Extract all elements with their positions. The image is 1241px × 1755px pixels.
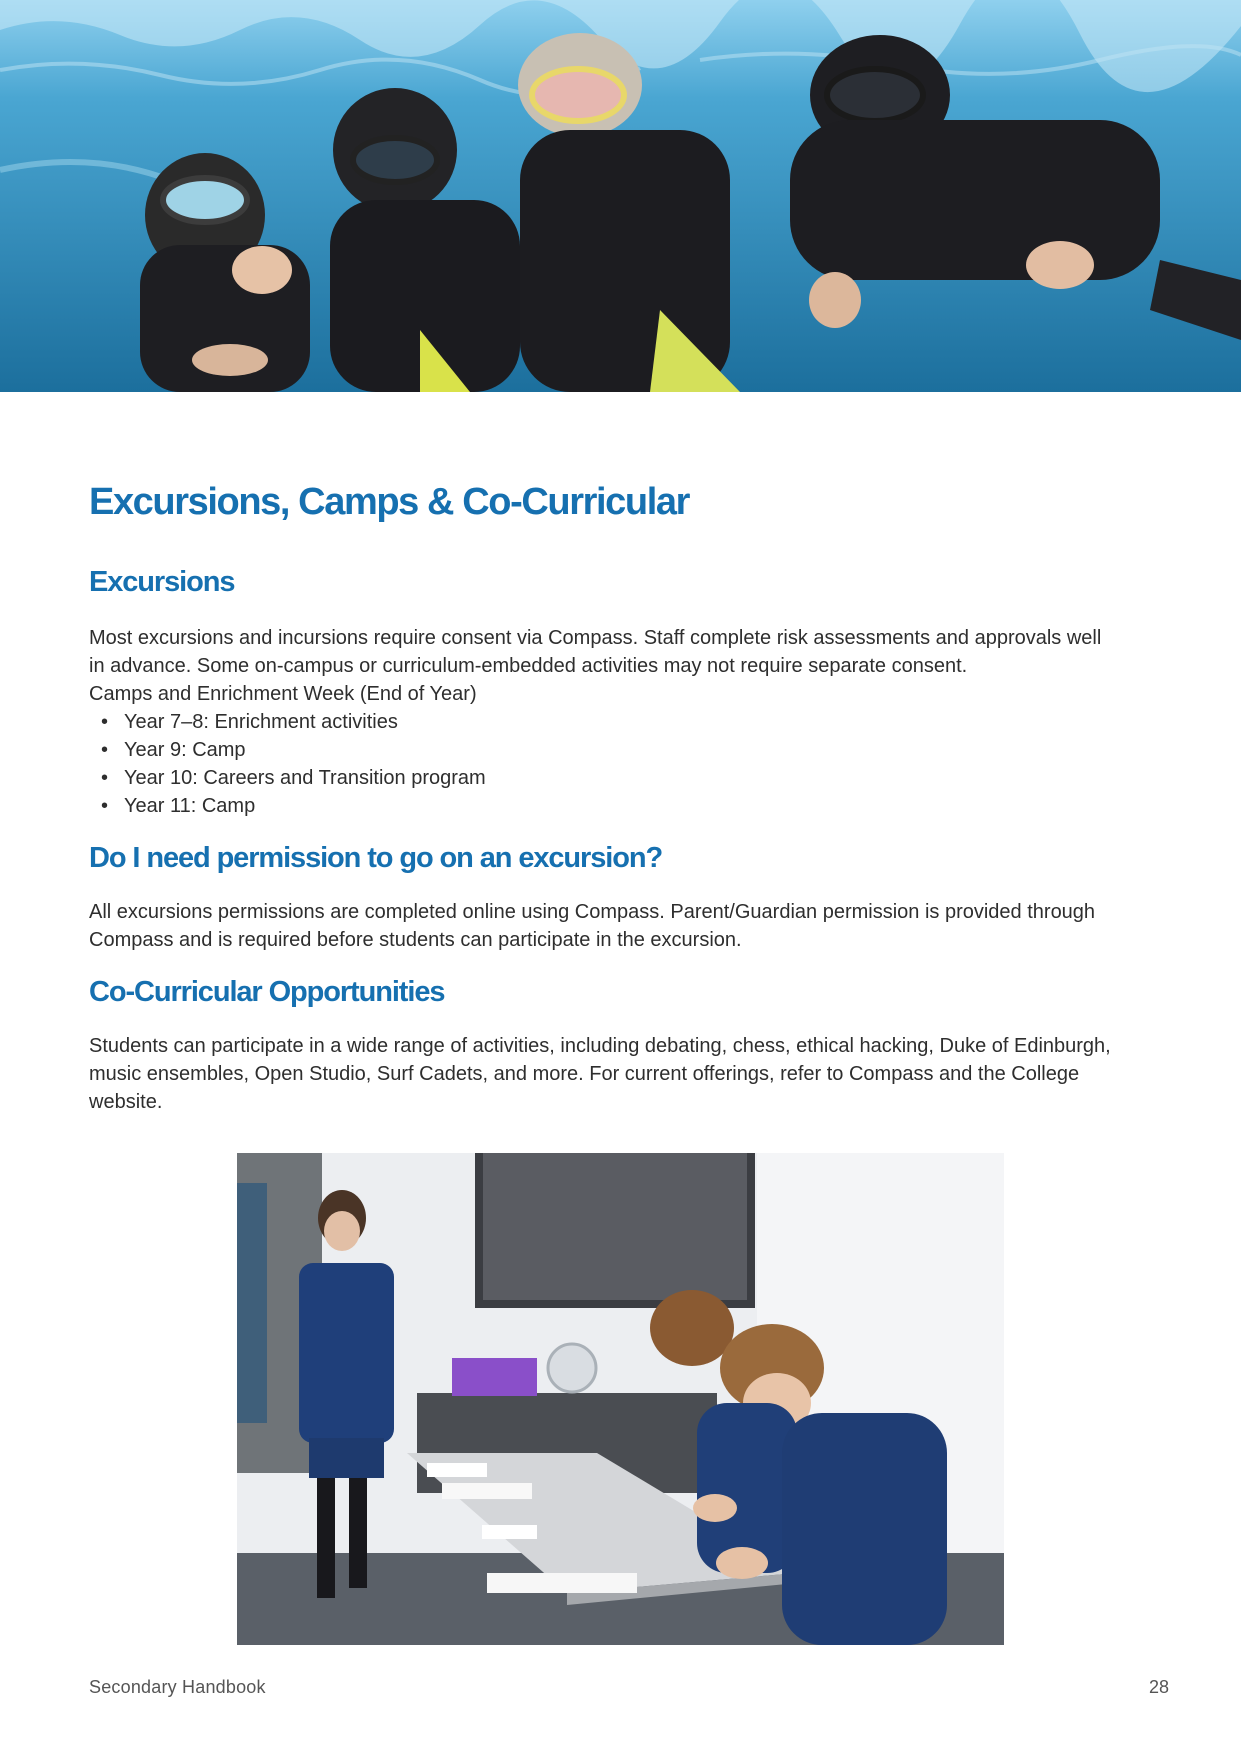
section-heading-permission: Do I need permission to go on an excursion? [89, 842, 663, 874]
footer-label: Secondary Handbook [89, 1677, 266, 1697]
bullet-icon: • [101, 711, 109, 733]
section-heading-excursions: Excursions [89, 566, 235, 598]
list-item [101, 736, 1159, 764]
excursions-body-line-1: Most excursions and incursions require consent via Compass. Staff complete risk assessments and approvals well [89, 627, 1102, 649]
list-item [101, 708, 1159, 736]
bullet-icon: • [101, 767, 109, 789]
hero-photo-snorkelers [0, 0, 1241, 392]
permission-body [89, 898, 1159, 954]
camps-bullet-list [89, 708, 1159, 820]
permission-body-line-1: All excursions permissions are completed online using Compass. Parent/Guardian permission is provided through [89, 901, 1096, 923]
list-item-text: Year 9: Camp [124, 739, 246, 761]
excursions-body-line-2: in advance. Some on-campus or curriculum-embedded activities may not require separate consent. [89, 655, 968, 677]
main-content [89, 470, 1159, 1116]
bullet-icon: • [101, 795, 109, 817]
cocurricular-body-line-3: website. [89, 1091, 163, 1113]
cocurricular-body-line-2: music ensembles, Open Studio, Surf Cadets, and more. For current offerings, refer to Compass and the College [89, 1063, 1080, 1085]
list-item-text: Year 11: Camp [124, 795, 256, 817]
list-item [101, 792, 1159, 820]
cocurricular-body [89, 1032, 1159, 1116]
camps-label: Camps and Enrichment Week (End of Year) [89, 683, 477, 705]
list-item-text: Year 10: Careers and Transition program [124, 767, 486, 789]
section-heading-cocurricular: Co-Curricular Opportunities [89, 976, 445, 1008]
permission-body-line-2: Compass and is required before students can participate in the excursion. [89, 929, 742, 951]
excursions-body [89, 624, 1159, 680]
cocurricular-body-line-1: Students can participate in a wide range of activities, including debating, chess, ethical hacking, Duke of Edinburgh, [89, 1035, 1111, 1057]
list-item-text: Year 7–8: Enrichment activities [124, 711, 398, 733]
list-item [101, 764, 1159, 792]
classroom-photo [237, 1153, 1004, 1645]
bullet-icon: • [101, 739, 109, 761]
page-title: Excursions, Camps & Co-Curricular [89, 481, 689, 523]
page-number: 28 [1148, 1677, 1169, 1697]
